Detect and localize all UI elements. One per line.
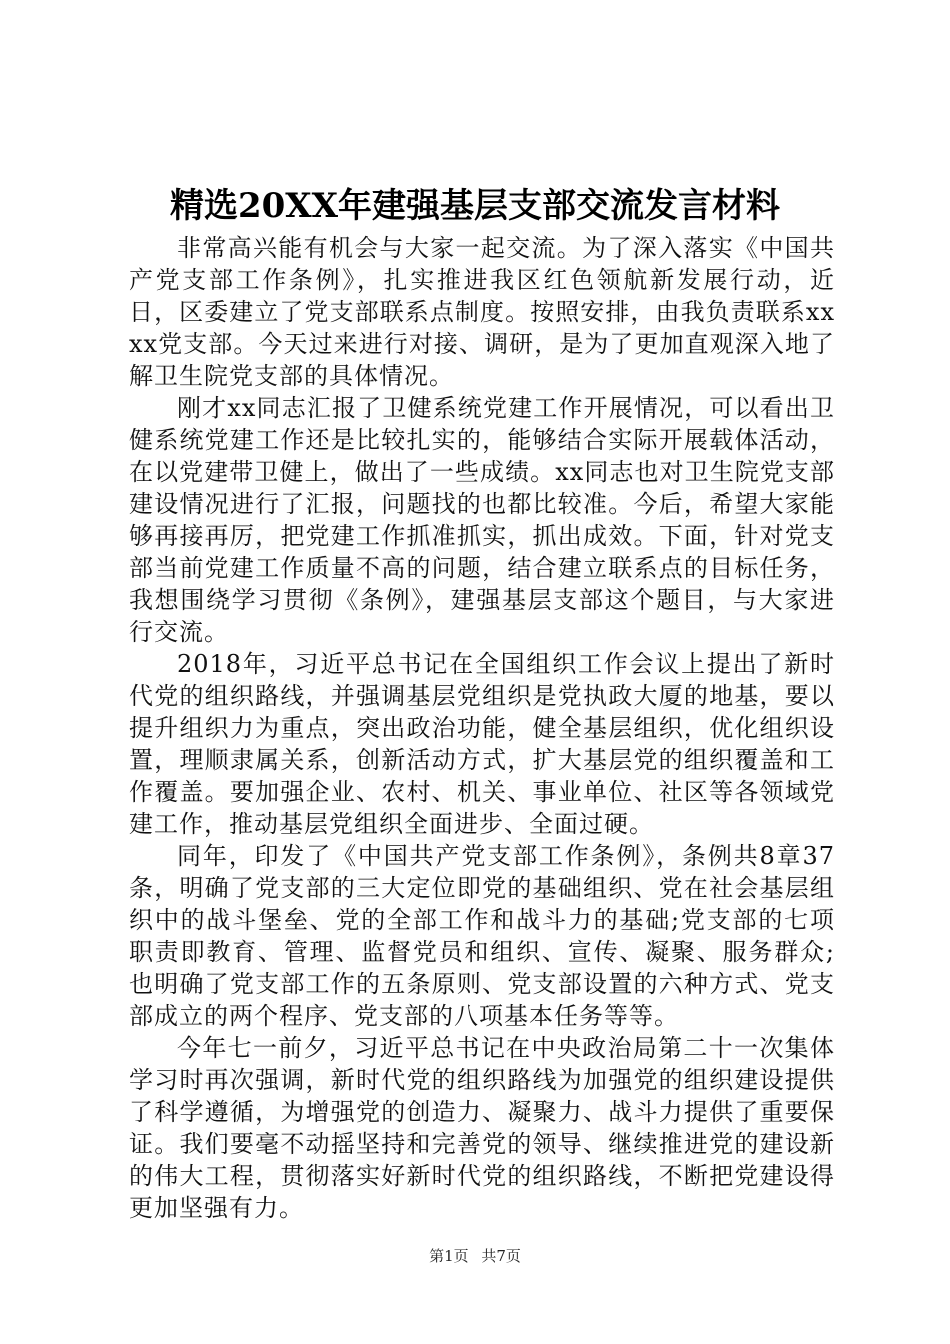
document-title: 精选20XX年建强基层支部交流发言材料 xyxy=(169,186,781,226)
paragraph-5: 今年七一前夕，习近平总书记在中央政治局第二十一次集体学习时再次强调，新时代党的组织路线为加强党的组织建设提供了科学遵循，为增强党的创造力、凝聚力、战斗力提供了重要保证。我们要毫不动摇坚持和完善党的领导、继续推进党的建设新的伟大工程，贯彻落实好新时代党的组织路线，不断把党建设得更加坚强有力。 xyxy=(129,1034,835,1222)
paragraph-2: 刚才xx同志汇报了卫健系统党建工作开展情况，可以看出卫健系统党建工作还是比较扎实的，能够结合实际开展载体活动，在以党建带卫健上，做出了一些成绩。xx同志也对卫生院党支部建设情况进行了汇报，问题找的也都比较准。今后，希望大家能够再接再厉，把党建工作抓准抓实，抓出成效。下面，针对党支部当前党建工作质量不高的问题，结合建立联系点的目标任务，我想围绕学习贯彻《条例》，建强基层支部这个题目，与大家进行交流。 xyxy=(129,394,835,646)
page-total: 共7页 xyxy=(481,1247,521,1265)
paragraph-3: 2018年，习近平总书记在全国组织工作会议上提出了新时代党的组织路线，并强调基层党组织是党执政大厦的地基，要以提升组织力为重点，突出政治功能，健全基层组织，优化组织设置，理顺隶属关系，创新活动方式，扩大基层党的组织覆盖和工作覆盖。要加强企业、农村、机关、事业单位、社区等各领域党建工作，推动基层党组织全面进步、全面过硬。 xyxy=(129,650,835,838)
paragraph-1: 非常高兴能有机会与大家一起交流。为了深入落实《中国共产党支部工作条例》，扎实推进我区红色领航新发展行动，近日，区委建立了党支部联系点制度。按照安排，由我负责联系xxxx党支部。今天过来进行对接、调研，是为了更加直观深入地了解卫生院党支部的具体情况。 xyxy=(129,234,835,390)
document-body xyxy=(129,232,835,1224)
page-footer xyxy=(0,1246,950,1266)
paragraph-4: 同年，印发了《中国共产党支部工作条例》，条例共8章37条，明确了党支部的三大定位即党的基础组织、党在社会基层组织中的战斗堡垒、党的全部工作和战斗力的基础;党支部的七项职责即教育、管理、监督党员和组织、宣传、凝聚、服务群众;也明确了党支部工作的五条原则、党支部设置的六种方式、党支部成立的两个程序、党支部的八项基本任务等等。 xyxy=(129,842,835,1030)
page-number: 第1页 xyxy=(429,1247,469,1265)
